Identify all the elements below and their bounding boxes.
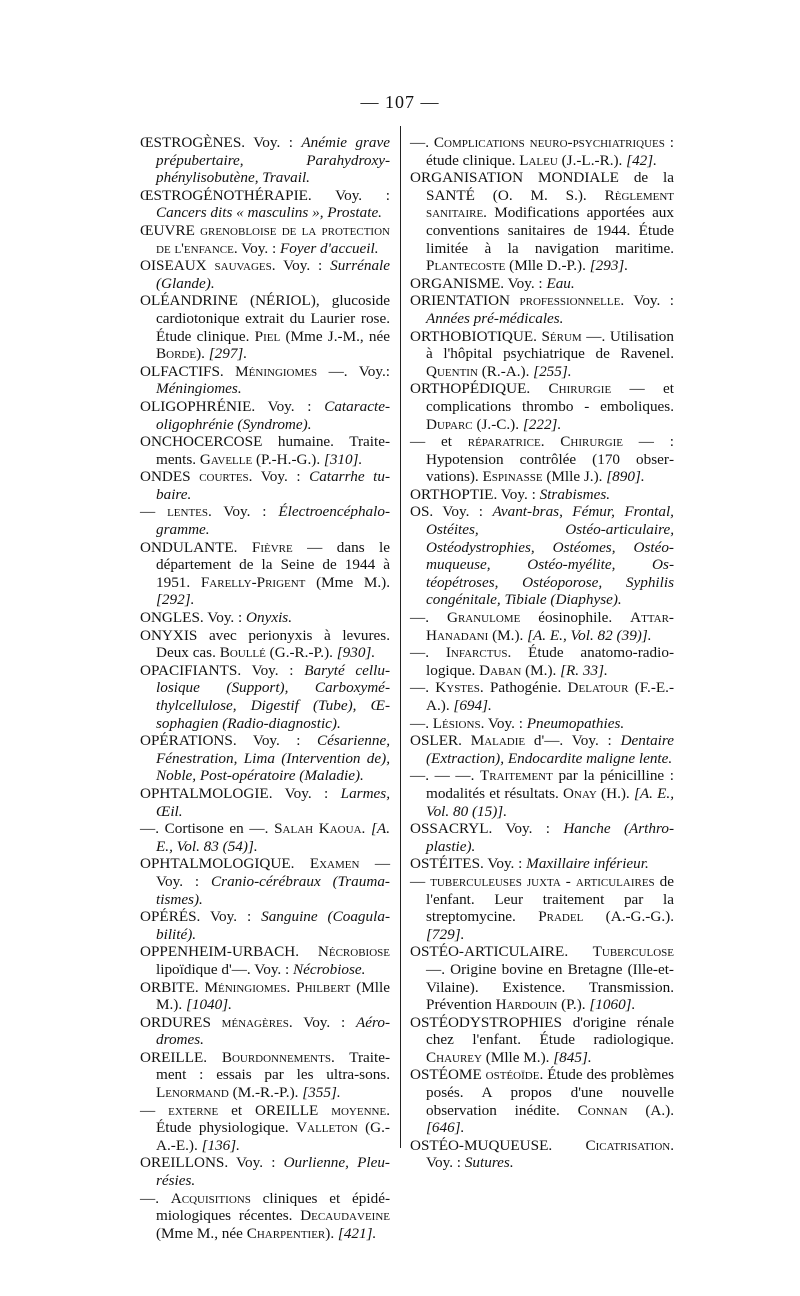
italic-reference: Nécrobiose. xyxy=(293,960,366,978)
entry-text: OS. Voy. : xyxy=(410,503,493,521)
entry-text: OSTÉODYSTROPHIES d'origine rénale chez l'enfant. Étude radiologique. xyxy=(410,1013,674,1049)
entry-text: OSSACRYL. Voy. : xyxy=(410,820,564,838)
small-caps-text: Salah Kaoua xyxy=(274,820,362,838)
index-entry xyxy=(140,433,390,468)
entry-text: ORGANISME. Voy. : xyxy=(410,274,547,292)
entry-text: éosinophile. xyxy=(520,609,631,627)
index-entry xyxy=(410,134,674,169)
entry-text: — xyxy=(410,872,431,890)
entry-text: OREILLONS. Voy. : xyxy=(140,1154,284,1172)
small-caps-text: Valleton xyxy=(296,1119,358,1137)
small-caps-text: Farelly-Prigent xyxy=(200,573,306,591)
index-entry xyxy=(140,292,390,362)
index-entry xyxy=(410,328,674,381)
small-caps-text: externe xyxy=(168,1101,219,1119)
small-caps-text: Hardouin xyxy=(495,996,558,1014)
italic-reference: Méningiomes. xyxy=(156,380,242,398)
entry-text: lipoïdique d'—. Voy. : xyxy=(156,960,294,978)
entry-text: (Mlle D.-P.). xyxy=(505,257,590,275)
italic-reference: Baryté cellulosique (Support), Carboxyméthylcellulose, Digestif (Tube), Œsophagien (Radio-diagnostic). xyxy=(156,661,390,732)
italic-reference: Aérodromes. xyxy=(156,1013,391,1049)
index-entry xyxy=(410,609,674,644)
italic-reference: [310]. xyxy=(323,450,363,468)
small-caps-text: Infarctus xyxy=(445,644,508,662)
italic-reference: Cataracteoligophrénie (Syndrome). xyxy=(156,397,390,433)
index-entry xyxy=(410,715,674,733)
entry-text: (J.-C.). xyxy=(472,415,523,433)
entry-text: — Voy. : xyxy=(156,855,390,890)
entry-text: et OREILLE xyxy=(218,1101,332,1119)
small-caps-text: Fièvre xyxy=(251,538,293,556)
entry-text: —. xyxy=(410,714,433,732)
index-entry xyxy=(140,468,390,503)
entry-text: (Mme J.-M., née xyxy=(280,327,390,345)
small-caps-text: Sérum xyxy=(541,327,582,345)
italic-reference: Strabismes. xyxy=(539,485,611,503)
entry-text: —. Utilisation à l'hôpital psychiatrique de Ravenel. xyxy=(426,327,674,363)
entry-text: de l'enfant. Leur traitement par la streptomycine. xyxy=(426,872,674,926)
entry-text: OISEAUX xyxy=(140,257,215,275)
entry-text: —. xyxy=(410,134,434,151)
entry-text: —. xyxy=(410,609,447,627)
entry-text: ONGLES. Voy. : xyxy=(140,609,247,627)
index-entry xyxy=(410,503,674,609)
index-entry xyxy=(140,908,390,943)
small-caps-text: moyenne xyxy=(331,1101,387,1119)
italic-reference: [1040]. xyxy=(185,996,232,1014)
entry-text: . Voy. : xyxy=(288,1013,356,1031)
index-entry xyxy=(410,486,674,504)
italic-reference: Dentaire (Extraction), Endocardite maligne lente. xyxy=(426,732,674,767)
small-caps-text: Cicatrisation xyxy=(585,1136,671,1154)
index-entry xyxy=(140,820,390,855)
entry-text: . Voy. : xyxy=(208,503,279,521)
entry-text: —. xyxy=(410,644,446,662)
entry-text: OSTÉO-MUQUEUSE. xyxy=(410,1136,586,1154)
italic-reference: Hanche (Arthroplastie). xyxy=(426,820,674,855)
entry-text: (A.-G.-G.). xyxy=(583,908,674,926)
small-caps-text: Plantecoste xyxy=(426,257,506,275)
index-entry xyxy=(140,627,390,662)
small-caps-text: grenobloise de la protection de l'enfance xyxy=(156,221,390,257)
italic-reference: [646]. xyxy=(426,1119,465,1137)
italic-reference: [A. E., Vol. 83 (54)]. xyxy=(156,820,390,855)
index-entry xyxy=(140,732,390,785)
entry-text: ŒUVRE xyxy=(140,221,201,239)
index-entry xyxy=(140,1190,390,1243)
index-entry xyxy=(410,855,674,873)
italic-reference: Anémie grave prépubertaire, Parahydroxyphénylisobutène, Travail. xyxy=(156,134,390,187)
entry-text: (M.-R.-P.). xyxy=(228,1084,303,1102)
small-caps-text: Acquisitions xyxy=(170,1189,251,1207)
entry-text: (M.). xyxy=(521,661,561,679)
entry-text: . Étude anatomo-radiologique. xyxy=(426,644,675,679)
entry-text: —. xyxy=(410,679,436,697)
entry-text: — : Hypotension contrôlée (170 observations). xyxy=(426,433,674,486)
small-caps-text: Chirurgie xyxy=(560,433,623,451)
index-entry xyxy=(140,257,390,292)
index-entry xyxy=(410,820,674,855)
index-entry xyxy=(410,1014,674,1067)
italic-reference: Larmes, Œil. xyxy=(156,784,390,820)
entry-text: — et xyxy=(410,433,468,451)
small-caps-text: Connan xyxy=(577,1101,628,1119)
entry-text: . Voy. : xyxy=(271,257,331,275)
entry-text: —. Cortisone en —. xyxy=(140,820,275,838)
entry-text: ORTHOPÉDIQUE. xyxy=(410,380,549,398)
entry-text: (G.-A.-E.). xyxy=(156,1119,390,1154)
page-number: — 107 — xyxy=(360,92,440,112)
index-entry xyxy=(140,1154,390,1189)
italic-reference: Ourlienne, Pleurésies. xyxy=(156,1154,390,1190)
italic-reference: [R. 33]. xyxy=(560,661,608,679)
small-caps-text: Tuberculose xyxy=(592,943,674,961)
entry-text: . Voy. : xyxy=(248,468,310,486)
index-entry xyxy=(410,732,674,767)
small-caps-text: Piel xyxy=(254,327,281,345)
entry-text: —. Voy.: xyxy=(317,362,391,380)
small-caps-text: Daban xyxy=(479,661,522,679)
small-caps-text: Boullé xyxy=(219,644,266,662)
entry-text: (R.-A.). xyxy=(477,362,534,380)
index-entry xyxy=(410,1066,674,1136)
entry-text: — et complications thrombo - emboliques. xyxy=(426,380,674,415)
entry-text: d'—. Voy. : xyxy=(525,732,621,750)
small-caps-text: réparatrice xyxy=(467,433,541,451)
index-entry xyxy=(140,134,390,187)
entry-text: ŒSTROGÈNES. Voy. : xyxy=(140,134,302,151)
index-entry xyxy=(410,380,674,433)
italic-reference: [297]. xyxy=(208,345,248,363)
entry-text: —. xyxy=(140,1189,171,1207)
index-entry xyxy=(410,275,674,293)
entry-text: ORIENTATION xyxy=(410,292,520,310)
italic-reference: [255]. xyxy=(533,362,572,380)
italic-reference: Foyer d'accueil. xyxy=(279,239,379,257)
italic-reference: Pneumopathies. xyxy=(526,714,625,732)
entry-text: (J.-L.-R.). xyxy=(557,151,627,169)
entry-text: (G.-R.-P.). xyxy=(265,644,337,662)
small-caps-text: Kystes xyxy=(435,679,480,697)
index-entry xyxy=(140,539,390,609)
entry-text: ORTHOBIOTIQUE. xyxy=(410,327,542,345)
entry-text: ). xyxy=(196,345,209,363)
entry-text: OPHTALMOLOGIQUE. xyxy=(140,855,310,873)
column-divider xyxy=(400,126,401,1148)
entry-text: OSTÉITES. Voy. : xyxy=(410,855,527,873)
entry-text: —. — —. xyxy=(410,767,481,785)
small-caps-text: ménagères xyxy=(221,1013,289,1031)
index-column-left xyxy=(140,134,390,1242)
italic-reference: [930]. xyxy=(336,644,376,662)
index-entry xyxy=(140,943,390,978)
small-caps-text: Chirurgie xyxy=(548,380,612,398)
entry-text: OPACIFIANTS. Voy. : xyxy=(140,661,305,679)
entry-text: . xyxy=(286,978,297,996)
entry-text: . Modifications apportées aux conventions sanitaires de 1944. Étude limitée à la navigation maritime. xyxy=(426,204,674,257)
italic-reference: Électroencéphalogramme. xyxy=(156,503,391,539)
entry-text: par la pénicilline : modalités et résultats. xyxy=(426,767,674,802)
index-entry xyxy=(140,1049,390,1102)
small-caps-text: sauvages xyxy=(214,257,272,275)
italic-reference: Maxillaire inférieur. xyxy=(526,855,649,873)
entry-text: ORBITE. xyxy=(140,978,205,996)
entry-text: — xyxy=(140,1101,169,1119)
entry-text: . Traitement : essais par les ultra-sons. xyxy=(156,1048,391,1084)
entry-text: . xyxy=(361,820,372,838)
small-caps-text: Duparc xyxy=(426,415,473,433)
index-entry xyxy=(410,292,674,327)
index-entry xyxy=(140,1014,390,1049)
small-caps-text: Chaurey xyxy=(426,1048,482,1066)
entry-text: (H.). xyxy=(596,784,634,802)
small-caps-text: ostéoïde xyxy=(485,1066,540,1084)
italic-reference: [222]. xyxy=(522,415,562,433)
entry-text: . Voy. : xyxy=(620,292,675,310)
entry-text: ORTHOPTIE. Voy. : xyxy=(410,485,540,503)
italic-reference: [42]. xyxy=(626,151,657,169)
small-caps-text: Méningiomes xyxy=(204,978,287,996)
italic-reference: [1060]. xyxy=(589,996,636,1014)
small-caps-text: Onay xyxy=(563,784,597,802)
italic-reference: Onyxis. xyxy=(246,609,293,627)
entry-text: (Mlle M.). xyxy=(156,978,390,1014)
small-caps-text: Quentin xyxy=(426,362,478,380)
italic-reference: [293]. xyxy=(589,257,629,275)
entry-text: (Mlle J.). xyxy=(542,468,607,486)
index-entry xyxy=(140,855,390,908)
entry-text: (P.-H.-G.). xyxy=(252,450,324,468)
entry-text: OSLER. xyxy=(410,732,471,750)
entry-text: (Mme M.). xyxy=(305,573,391,591)
index-entry xyxy=(410,433,674,486)
italic-reference: [694]. xyxy=(453,697,492,714)
entry-text: (A.). xyxy=(627,1101,674,1119)
small-caps-text: Nécrobiose xyxy=(317,943,390,961)
entry-text: . Étude physiologique. xyxy=(156,1101,390,1137)
index-column-right xyxy=(410,134,674,1172)
entry-text: . Pathogénie. xyxy=(479,679,568,697)
entry-text: ONDES xyxy=(140,468,200,486)
small-caps-text: Charpentier xyxy=(246,1224,326,1242)
entry-text: . Voy. : xyxy=(480,714,527,732)
small-caps-text: tuberculeuses juxta - articulaires xyxy=(430,872,655,890)
small-caps-text: Philbert xyxy=(296,978,351,996)
italic-reference: [845]. xyxy=(553,1048,592,1066)
entry-text: (Mlle M.). xyxy=(481,1048,554,1066)
index-entry xyxy=(140,222,390,257)
small-caps-text: lentes xyxy=(167,503,209,521)
entry-text: (M.). xyxy=(488,626,528,644)
small-caps-text: Lenormand xyxy=(156,1084,229,1102)
index-entry xyxy=(140,785,390,820)
entry-text: ORGANISATION MONDIALE de la SANTÉ (O. M. S.). xyxy=(410,169,674,204)
entry-text: OSTÉO-ARTICULAIRE. xyxy=(410,943,593,961)
index-entry xyxy=(410,873,674,943)
entry-text: —. Origine bovine en Bretagne (Ille-et-Vilaine). Existence. Transmission. Prévention xyxy=(426,960,674,1014)
small-caps-text: Complications neuro-psychiatriques xyxy=(433,134,665,151)
small-caps-text: Borde xyxy=(156,345,197,363)
entry-text: ŒSTROGÉNOTHÉRAPIE. Voy. : xyxy=(140,186,390,204)
index-entry xyxy=(140,662,390,732)
entry-text: ONCHOCERCOSE humaine. Traitements. xyxy=(140,433,390,468)
entry-text: OREILLE. xyxy=(140,1048,222,1066)
index-entry xyxy=(410,1137,674,1172)
entry-text: (F.-E.-A.). xyxy=(426,679,675,714)
entry-text: OPÉRATIONS. Voy. : xyxy=(140,732,318,750)
italic-reference: [A. E., Vol. 80 (15)]. xyxy=(426,784,674,820)
entry-text: . xyxy=(540,433,561,451)
italic-reference: [421]. xyxy=(337,1224,377,1242)
index-entry xyxy=(410,679,674,714)
index-entry xyxy=(140,979,390,1014)
entry-text: OLÉANDRINE (NÉRIOL), glucoside cardiotonique extrait du Laurier rose. Étude clinique. xyxy=(140,292,390,345)
index-entry xyxy=(410,169,674,275)
entry-text: ONYXIS avec perionyxis à levures. Deux cas. xyxy=(140,626,390,662)
small-caps-text: Attar-Hanadani xyxy=(426,609,674,644)
entry-text: . Étude des problèmes posés. A propos d'une nouvelle observation inédite. xyxy=(426,1066,675,1119)
entry-text: OPHTALMOLOGIE. Voy. : xyxy=(140,784,341,802)
italic-reference: Avant-bras, Fémur, Frontal, Ostéites, Ostéo-articulaire, Ostéodystrophies, Ostéomes, Ostéo-muqueuse, Ostéo-myélite, Ostéopétroses, Ostéoporose, Syphilis congénitale, Tibiale (Diaphyse). xyxy=(426,503,674,609)
italic-reference: Sanguine (Coagulabilité). xyxy=(156,908,390,943)
italic-reference: [136]. xyxy=(201,1136,240,1154)
small-caps-text: Delatour xyxy=(567,679,629,697)
entry-text: (P.). xyxy=(557,996,590,1014)
small-caps-text: courtes xyxy=(199,468,249,486)
small-caps-text: Pradel xyxy=(538,908,584,926)
index-entry xyxy=(140,609,390,627)
small-caps-text: Decaudaveine xyxy=(300,1207,390,1225)
italic-reference: [729]. xyxy=(426,925,465,943)
entry-text: OPPENHEIM-URBACH. xyxy=(140,943,318,961)
italic-reference: Eau. xyxy=(546,274,575,292)
small-caps-text: Granulome xyxy=(446,609,521,627)
italic-reference: [890]. xyxy=(606,468,645,486)
entry-text: ONDULANTE. xyxy=(140,538,252,556)
small-caps-text: Bourdonnements xyxy=(221,1048,331,1066)
entry-text: cliniques et épidémiologiques récentes. xyxy=(156,1189,390,1225)
entry-text: . Voy. : xyxy=(426,1136,674,1172)
italic-reference: Cancers dits « masculins », Prostate. xyxy=(156,204,382,222)
entry-text: . Voy. : xyxy=(233,239,280,257)
small-caps-text: Traitement xyxy=(480,767,553,785)
small-caps-text: Maladie xyxy=(470,732,526,750)
index-entry xyxy=(140,1102,390,1155)
italic-reference: Sutures. xyxy=(464,1154,514,1172)
small-caps-text: Laleu xyxy=(519,151,558,169)
entry-text: ORDURES xyxy=(140,1013,222,1031)
entry-text: — dans le département de la Seine de 1944 à 1951. xyxy=(156,538,390,591)
entry-text: OLIGOPHRÉNIE. Voy. : xyxy=(140,397,325,415)
entry-text: (Mme M., née xyxy=(156,1224,247,1242)
italic-reference: Années pré-médicales. xyxy=(426,309,564,327)
entry-text: ). xyxy=(325,1224,338,1242)
italic-reference: [292]. xyxy=(156,591,195,609)
small-caps-text: Espinasse xyxy=(482,468,543,486)
italic-reference: [355]. xyxy=(302,1084,341,1102)
small-caps-text: Gavelle xyxy=(199,450,253,468)
index-entry xyxy=(140,503,390,538)
italic-reference: Cranio-cérébraux (Traumatismes). xyxy=(156,872,390,908)
small-caps-text: Règlement sanitaire xyxy=(426,186,674,222)
entry-text: — xyxy=(140,503,168,521)
index-entry xyxy=(140,363,390,398)
italic-reference: [A. E., Vol. 82 (39)]. xyxy=(527,626,652,644)
index-entry xyxy=(140,398,390,433)
entry-text: OSTÉOME xyxy=(410,1066,486,1084)
index-entry xyxy=(410,943,674,1013)
entry-text: OPÉRÉS. Voy. : xyxy=(140,908,262,926)
index-entry xyxy=(410,767,674,820)
small-caps-text: professionnelle xyxy=(519,292,621,310)
small-caps-text: Méningiomes xyxy=(235,362,318,380)
index-entry xyxy=(140,187,390,222)
index-entry xyxy=(410,644,674,679)
small-caps-text: Examen xyxy=(309,855,360,873)
italic-reference: Surrénale (Glande). xyxy=(156,257,391,292)
italic-reference: Césarienne, Fénestration, Lima (Intervention de), Noble, Post-opératoire (Maladie). xyxy=(156,732,390,785)
entry-text: OLFACTIFS. xyxy=(140,362,236,380)
small-caps-text: Lésions xyxy=(432,714,481,732)
italic-reference: Catarrhe tubaire. xyxy=(156,468,391,503)
entry-text: : étude clinique. xyxy=(426,134,674,169)
